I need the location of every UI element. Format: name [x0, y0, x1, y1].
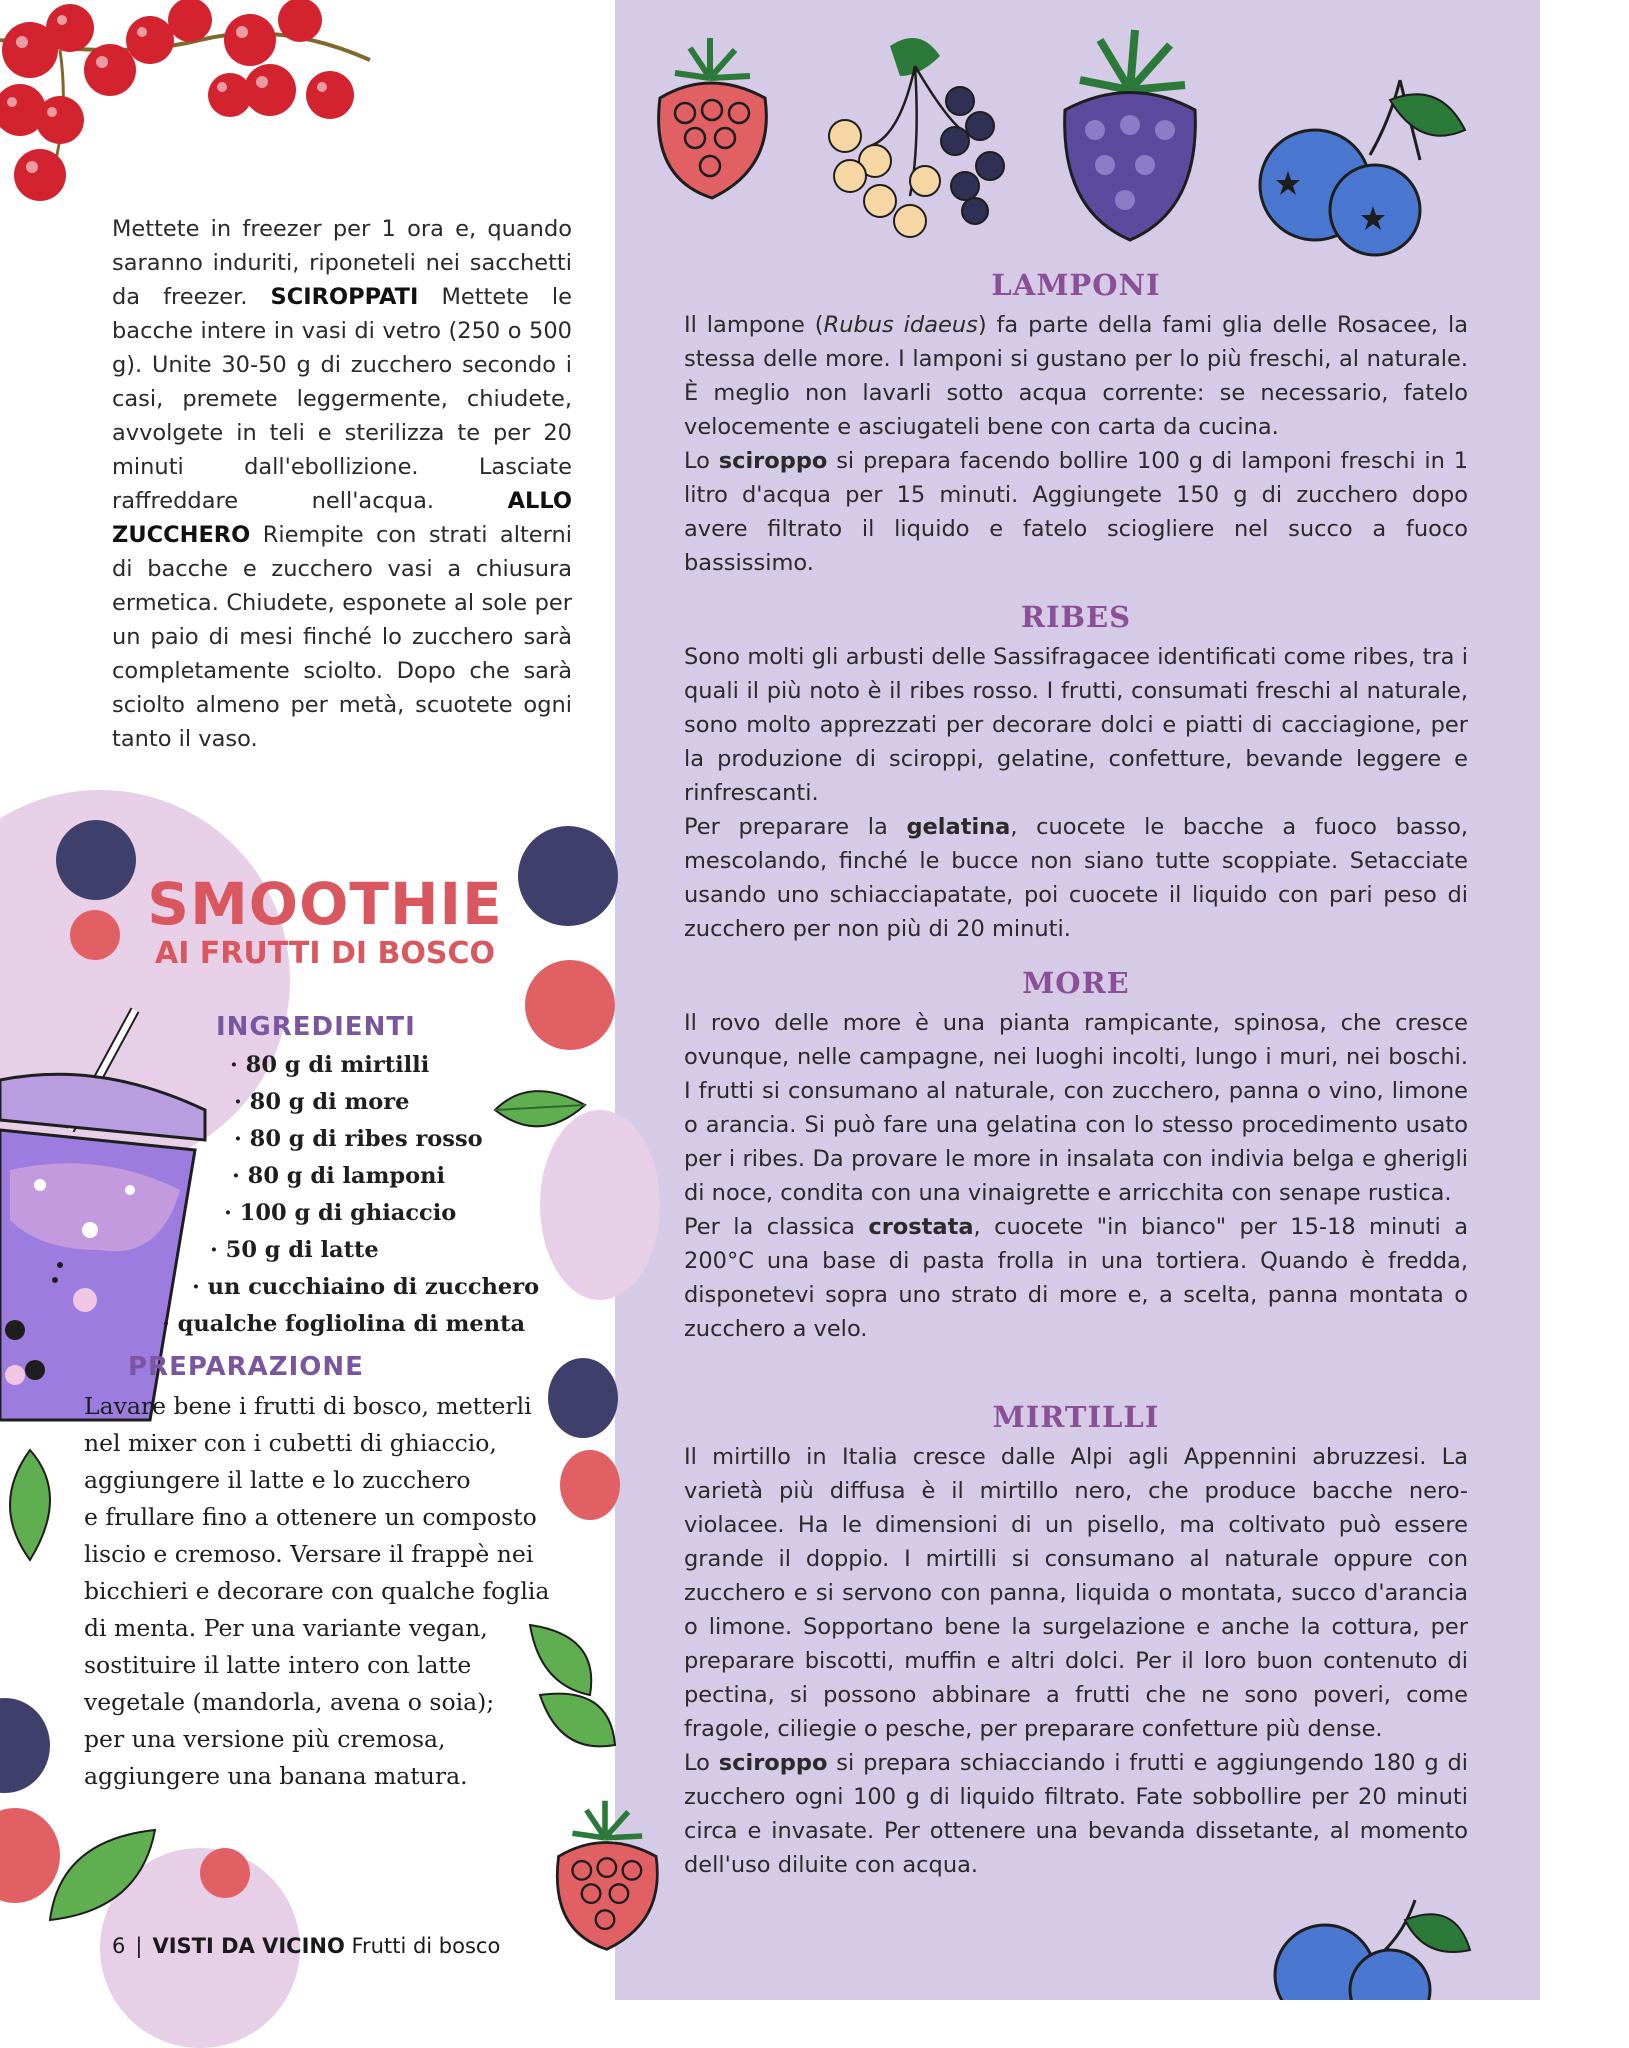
preparation-line: nel mixer con i cubetti di ghiaccio, [84, 1429, 497, 1457]
ingredient-item: · 80 g di mirtilli [230, 1052, 430, 1078]
bold-term: sciroppo [718, 448, 828, 474]
body-text: Il rovo delle more è una pianta rampicante, spinosa, che cresce ovunque, nelle campagne, nei luoghi incolti, lungo i muri, nei boschi. I frutti si consumano al naturale, con zucchero, panna o vino, limone o arancia. Si può fare una gelatina con lo stesso procedimento usato per i ribes. Da provare le more in insalata con indivia belga e gherigli di noce, condita con una vinaigrette e arricchita con senape rustica. [684, 1010, 1468, 1206]
decor-circle [0, 1698, 50, 1793]
series-name: VISTI DA VICINO [152, 1934, 345, 1958]
page-footer [112, 1934, 500, 1958]
sciroppati-label: SCIROPPATI [270, 284, 419, 310]
smoothie-title-main: SMOOTHIE [147, 870, 503, 938]
preparation-text [84, 1388, 550, 1795]
preparation-line: liscio e cremoso. Versare il frappè nei [84, 1540, 534, 1568]
smoothie-subtitle: AI FRUTTI DI BOSCO [154, 936, 495, 971]
body-text: Per preparare la [684, 814, 907, 840]
decor-circle [525, 960, 615, 1050]
section-body-more [684, 1006, 1468, 1346]
ingredient-item: · 80 g di ribes rosso [234, 1126, 483, 1152]
sciroppati-text: Mettete le bacche intere in vasi di vetro (250 o 500 g). Unite 30-50 g di zucchero secondo i casi, premete leggermente, chiudete, avvolgete in teli e sterilizza te per 20 minuti dall'ebollizione. Lasciate raffreddare nell'acqua. [112, 284, 573, 514]
body-text: Lo [684, 1750, 719, 1776]
raspberry-icon [640, 28, 780, 208]
raspberry-icon [540, 1790, 670, 1960]
mint-leaf-icon [520, 1615, 630, 1765]
body-text: si prepara schiacciando i frutti e aggiungendo 180 g di zucchero ogni 100 g di liquido filtrato. Fate sobbollire per 20 minuti circa e invasate. Per ottenere una bevanda dissetante, al momento dell'uso diluite con acqua. [684, 1750, 1468, 1878]
section-title-lamponi: LAMPONI [991, 268, 1161, 302]
body-text: , cuocete "in bianco" per 15-18 minuti a 200°C una base di pasta frolla in una tortiera. Quando è fredda, disponetevi sopra uno strato di more e, a scelta, panna montata o zucchero a velo. [684, 1214, 1469, 1342]
decor-circle [548, 1358, 618, 1438]
body-text: si prepara facendo bollire 100 g di lamponi freschi in 1 litro d'acqua per 15 minuti. Aggiungete 150 g di zucchero dopo avere filtrato il liquido e fatelo sciogliere nel succo a fuoco bassissimo. [684, 448, 1469, 576]
section-body-ribes [684, 640, 1468, 946]
body-text: ) fa parte della fami glia delle Rosacee, la stessa delle more. I lamponi si gustano per lo più freschi, al naturale. È meglio non lavarli sotto acqua corrente: se necessario, fatelo velocemente e asciugateli bene con carta da cucina. [684, 312, 1469, 440]
ingredient-item: · 50 g di latte [210, 1237, 379, 1263]
decor-circle [560, 1450, 620, 1520]
body-text: Sono molti gli arbusti delle Sassifragacee identificati come ribes, tra i quali il più noto è il ribes rosso. I frutti, consumati freschi al naturale, sono molto apprezzati per decorare dolci e piatti di cacciagione, per la produzione di sciroppi, gelatine, confetture, bevande leggere e rinfrescanti. [684, 644, 1468, 806]
bold-term: gelatina [906, 814, 1011, 840]
latin-name: Rubus idaeus [823, 312, 978, 338]
bold-term: sciroppo [718, 1750, 828, 1776]
decor-circle [200, 1848, 250, 1898]
body-text: , cuocete le bacche a fuoco basso, mescolando, finché le bucce non siano tutte scoppiate. Setacciate usando uno schiacciapatate, poi cuocete il liquido con pari peso di zucchero per non più di 20 minuti. [684, 814, 1468, 942]
preparation-heading: PREPARAZIONE [128, 1352, 364, 1382]
decor-circle [70, 910, 120, 960]
preparation-line: aggiungere una banana matura. [84, 1762, 468, 1790]
preparation-line: Lavare bene i frutti di bosco, metterli [84, 1392, 532, 1420]
body-text: Il mirtillo in Italia cresce dalle Alpi agli Appennini abruzzesi. La varietà più diffusa è il mirtillo nero, che produce bacche nero-violacee. Ha le dimensioni di un pisello, ma coltivato può essere grande il doppio. I mirtilli si consumano al naturale oppure con zucchero e si servono con panna, liquida o montata, succo d'arancia o limone. Sopportano bene la surgelazione e anche la cottura, per preparare biscotti, muffin e altri dolci. Per il loro buon contenuto di pectina, si possono abbinare a frutti che ne sono poveri, come fragole, ciliegie o pesche, per preparare confetture più dense. [684, 1444, 1468, 1742]
section-title-ribes: RIBES [1020, 600, 1132, 634]
zucchero-text: Riempite con strati alterni di bacche e zucchero vasi a chiusura ermetica. Chiudete, esponete al sole per un paio di mesi finché lo zucchero sarà completamente sciolto. Dopo che sarà sciolto almeno per metà, scuotete ogni tanto il vaso. [112, 522, 572, 752]
preparation-line: di menta. Per una variante vegan, [84, 1614, 488, 1642]
ingredient-item: · 80 g di more [234, 1089, 410, 1115]
decor-circle [56, 820, 136, 900]
blueberry-icon [1250, 60, 1470, 260]
mint-leaf-icon [40, 1820, 160, 1930]
page-margin [1540, 0, 1629, 2000]
section-title-more: MORE [1022, 966, 1130, 1000]
mint-leaf-icon [0, 1445, 70, 1565]
ingredient-item: · qualche fogliolina di menta [162, 1311, 526, 1337]
section-body-mirtilli [684, 1440, 1468, 1882]
zucchero-label: ALLO ZUCCHERO [112, 488, 572, 548]
ingredient-item: · 100 g di ghiaccio [224, 1200, 457, 1226]
subject-name: Frutti di bosco [351, 1934, 501, 1958]
ingredient-item: · 80 g di lamponi [232, 1163, 446, 1189]
bold-term: crostata [868, 1214, 974, 1240]
preparation-line: vegetale (mandorla, avena o soia); [84, 1688, 495, 1716]
preparation-line: sostituire il latte intero con latte [84, 1651, 472, 1679]
body-text: Per la classica [684, 1214, 869, 1240]
page-number: 6 [112, 1934, 126, 1958]
smoothie-title [130, 872, 520, 972]
blackberry-icon [1050, 20, 1210, 250]
ingredients-heading: INGREDIENTI [216, 1012, 416, 1042]
intro-text: Mettete in freezer per 1 ora e, quando saranno induriti, riponeteli nei sacchetti da freezer. [112, 216, 572, 310]
decor-circle [518, 826, 618, 926]
body-text: Il lampone ( [684, 312, 824, 338]
section-body-lamponi [684, 308, 1468, 580]
preservation-text [112, 212, 572, 756]
preparation-line: per una versione più cremosa, [84, 1725, 446, 1753]
footer-separator: | [135, 1934, 143, 1958]
body-text: Lo [684, 448, 719, 474]
preparation-line: e frullare fino a ottenere un composto [84, 1503, 537, 1531]
ingredient-item: · un cucchiaino di zucchero [192, 1274, 540, 1300]
preparation-line: bicchieri e decorare con qualche foglia [84, 1577, 550, 1605]
blueberry-icon [1265, 1890, 1475, 2000]
mint-leaf-icon [490, 1075, 590, 1145]
preparation-line: aggiungere il latte e lo zucchero [84, 1466, 471, 1494]
currant-berries-icon [810, 26, 1030, 256]
section-title-mirtilli: MIRTILLI [992, 1400, 1160, 1434]
